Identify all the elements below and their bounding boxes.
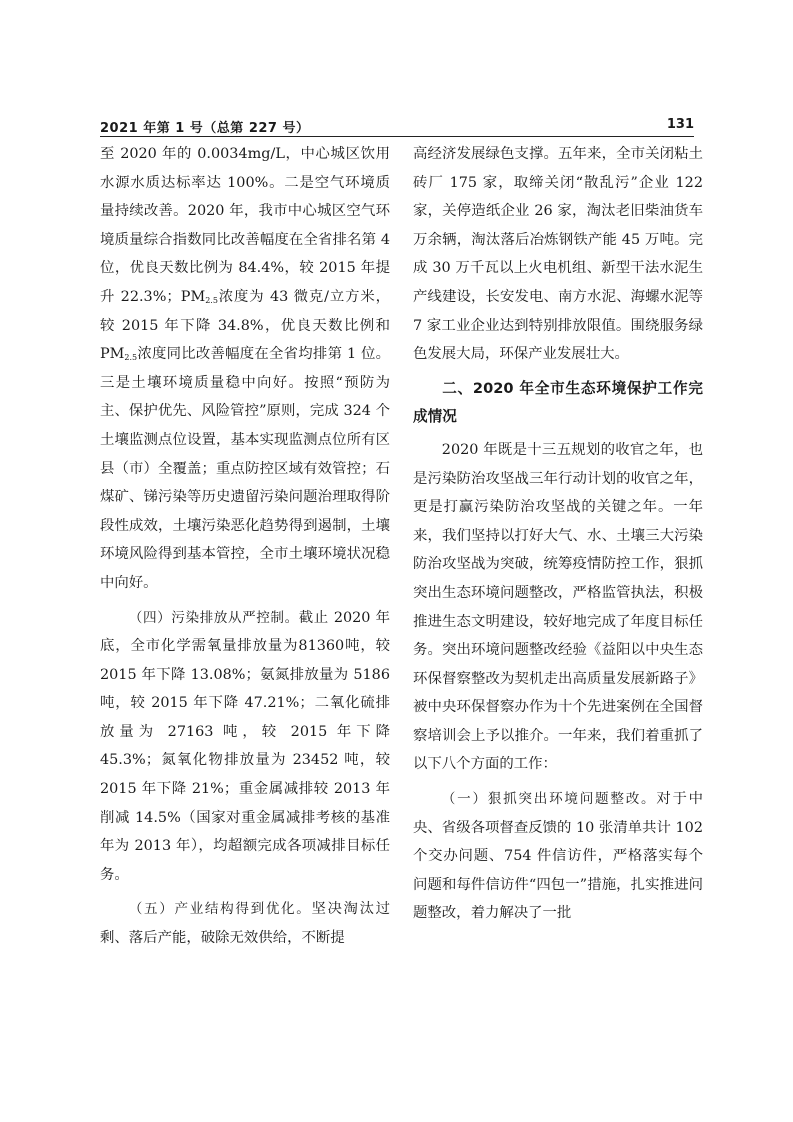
paragraph-environment-quality: [100, 140, 390, 598]
paragraph-2020-overview: 2020 年既是十三五规划的收官之年，也是污染防治攻坚战三年行动计划的收官之年，更是打赢污染防治攻坚战的关键之年。一年来，我们坚持以打好大气、水、土壤三大污染防治攻坚战为突破，统筹疫情防控工作，狠抓突出生态环境问题整改，严格监管执法，积极推进生态文明建设，较好地完成了年度目标任务。突出环境问题整改经验《益阳以中央生态环保督察整改为契机走出高质量发展新路子》被中央环保督察办作为十个先进案例在全国督察培训会上予以推介。一年来，我们着重抓了以下八个方面的工作：: [413, 441, 703, 773]
pm-subscript: 2.5: [124, 353, 138, 363]
pm-subscript: 2.5: [205, 295, 218, 305]
section-lead: （四）污染排放从严控制。: [128, 609, 299, 626]
paragraph-text: 至 2020 年的 0.0034mg/L，中心城区饮用水源水质达标率达 100%。二是空气环境质量持续改善。2020 年，我市中心城区空气环境质量综合指数同比改善幅度在全省排名第 4 位，优良天数比例为 84.4%，较 2015 年提升 22.3%；PM: [100, 146, 390, 305]
paragraph-industry-structure: [100, 895, 390, 952]
section-lead: （一）狠抓突出环境问题整改。: [441, 791, 657, 808]
section-heading: 二、2020 年全市生态环境保护工作完成情况: [413, 379, 703, 426]
paragraph-green-support: 高经济发展绿色支撑。五年来，全市关闭粘土砖厂 175 家，取缔关闭“散乱污”企业 122 家，关停造纸企业 26 家，淘汰老旧柴油货车万余辆，淘汰落后冶炼钢铁产能 45 万吨。完成 30 万千瓦以上火电机组、新型干法水泥生产线建设，长安发电、南方水泥、海螺水泥等 7 家工业企业达到特别排放限值。围绕服务绿色发展大局，环保产业发展壮大。: [413, 146, 703, 363]
right-column: [413, 140, 703, 928]
paragraph-text: 对于中央、省级各项督查反馈的 10 张清单共计 102 个交办问题、754 件信访件，严格落实每个问题和每件信访件“四包一”措施，扎实推进问题整改，着力解决了一批: [413, 791, 703, 922]
paragraph-emission-control: [100, 604, 390, 890]
paragraph-text: 浓度为 43 微克/立方米，较 2015 年下降 34.8%，优良天数比例和 PM: [100, 288, 390, 363]
issue-label: 2021 年第 1 号（总第 227 号）: [100, 121, 310, 136]
paragraph-rectification: [413, 785, 703, 928]
page-number: 131: [666, 117, 694, 132]
page-header: [100, 112, 694, 137]
section-lead: （五）产业结构得到优化。: [128, 901, 312, 918]
left-column: [100, 140, 390, 953]
paragraph-text: 截止 2020 年底，全市化学需氧量排放量为81360吨，较 2015 年下降 13.08%；氨氮排放量为 5186 吨，较 2015 年下降 47.21%；二氧化硫排放量为 27163 吨，较 2015 年下降 45.3%；氮氧化物排放量为 23452 吨，较 2015 年下降 21%；重金属减排较 2013 年削减 14.5%（国家对重金属减排考核的基准年为 2013 年），均超额完成各项减排目标任务。: [100, 609, 390, 883]
paragraph-text: 坚决淘汰过剩、落后产能，破除无效供给，不断提: [100, 901, 390, 947]
paragraph-text: 浓度同比改善幅度在全省均排第 1 位。三是土壤环境质量稳中向好。按照“预防为主、保护优先、风险管控”原则，完成 324 个土壤监测点位设置，基本实现监测点位所有区县（市）全覆盖；重点防控区域有效管控；石煤矿、锑污染等历史遗留污染问题治理取得阶段性成效，土壤污染恶化趋势得到遏制，土壤环境风险得到基本管控，全市土壤环境状况稳中向好。: [100, 346, 390, 591]
